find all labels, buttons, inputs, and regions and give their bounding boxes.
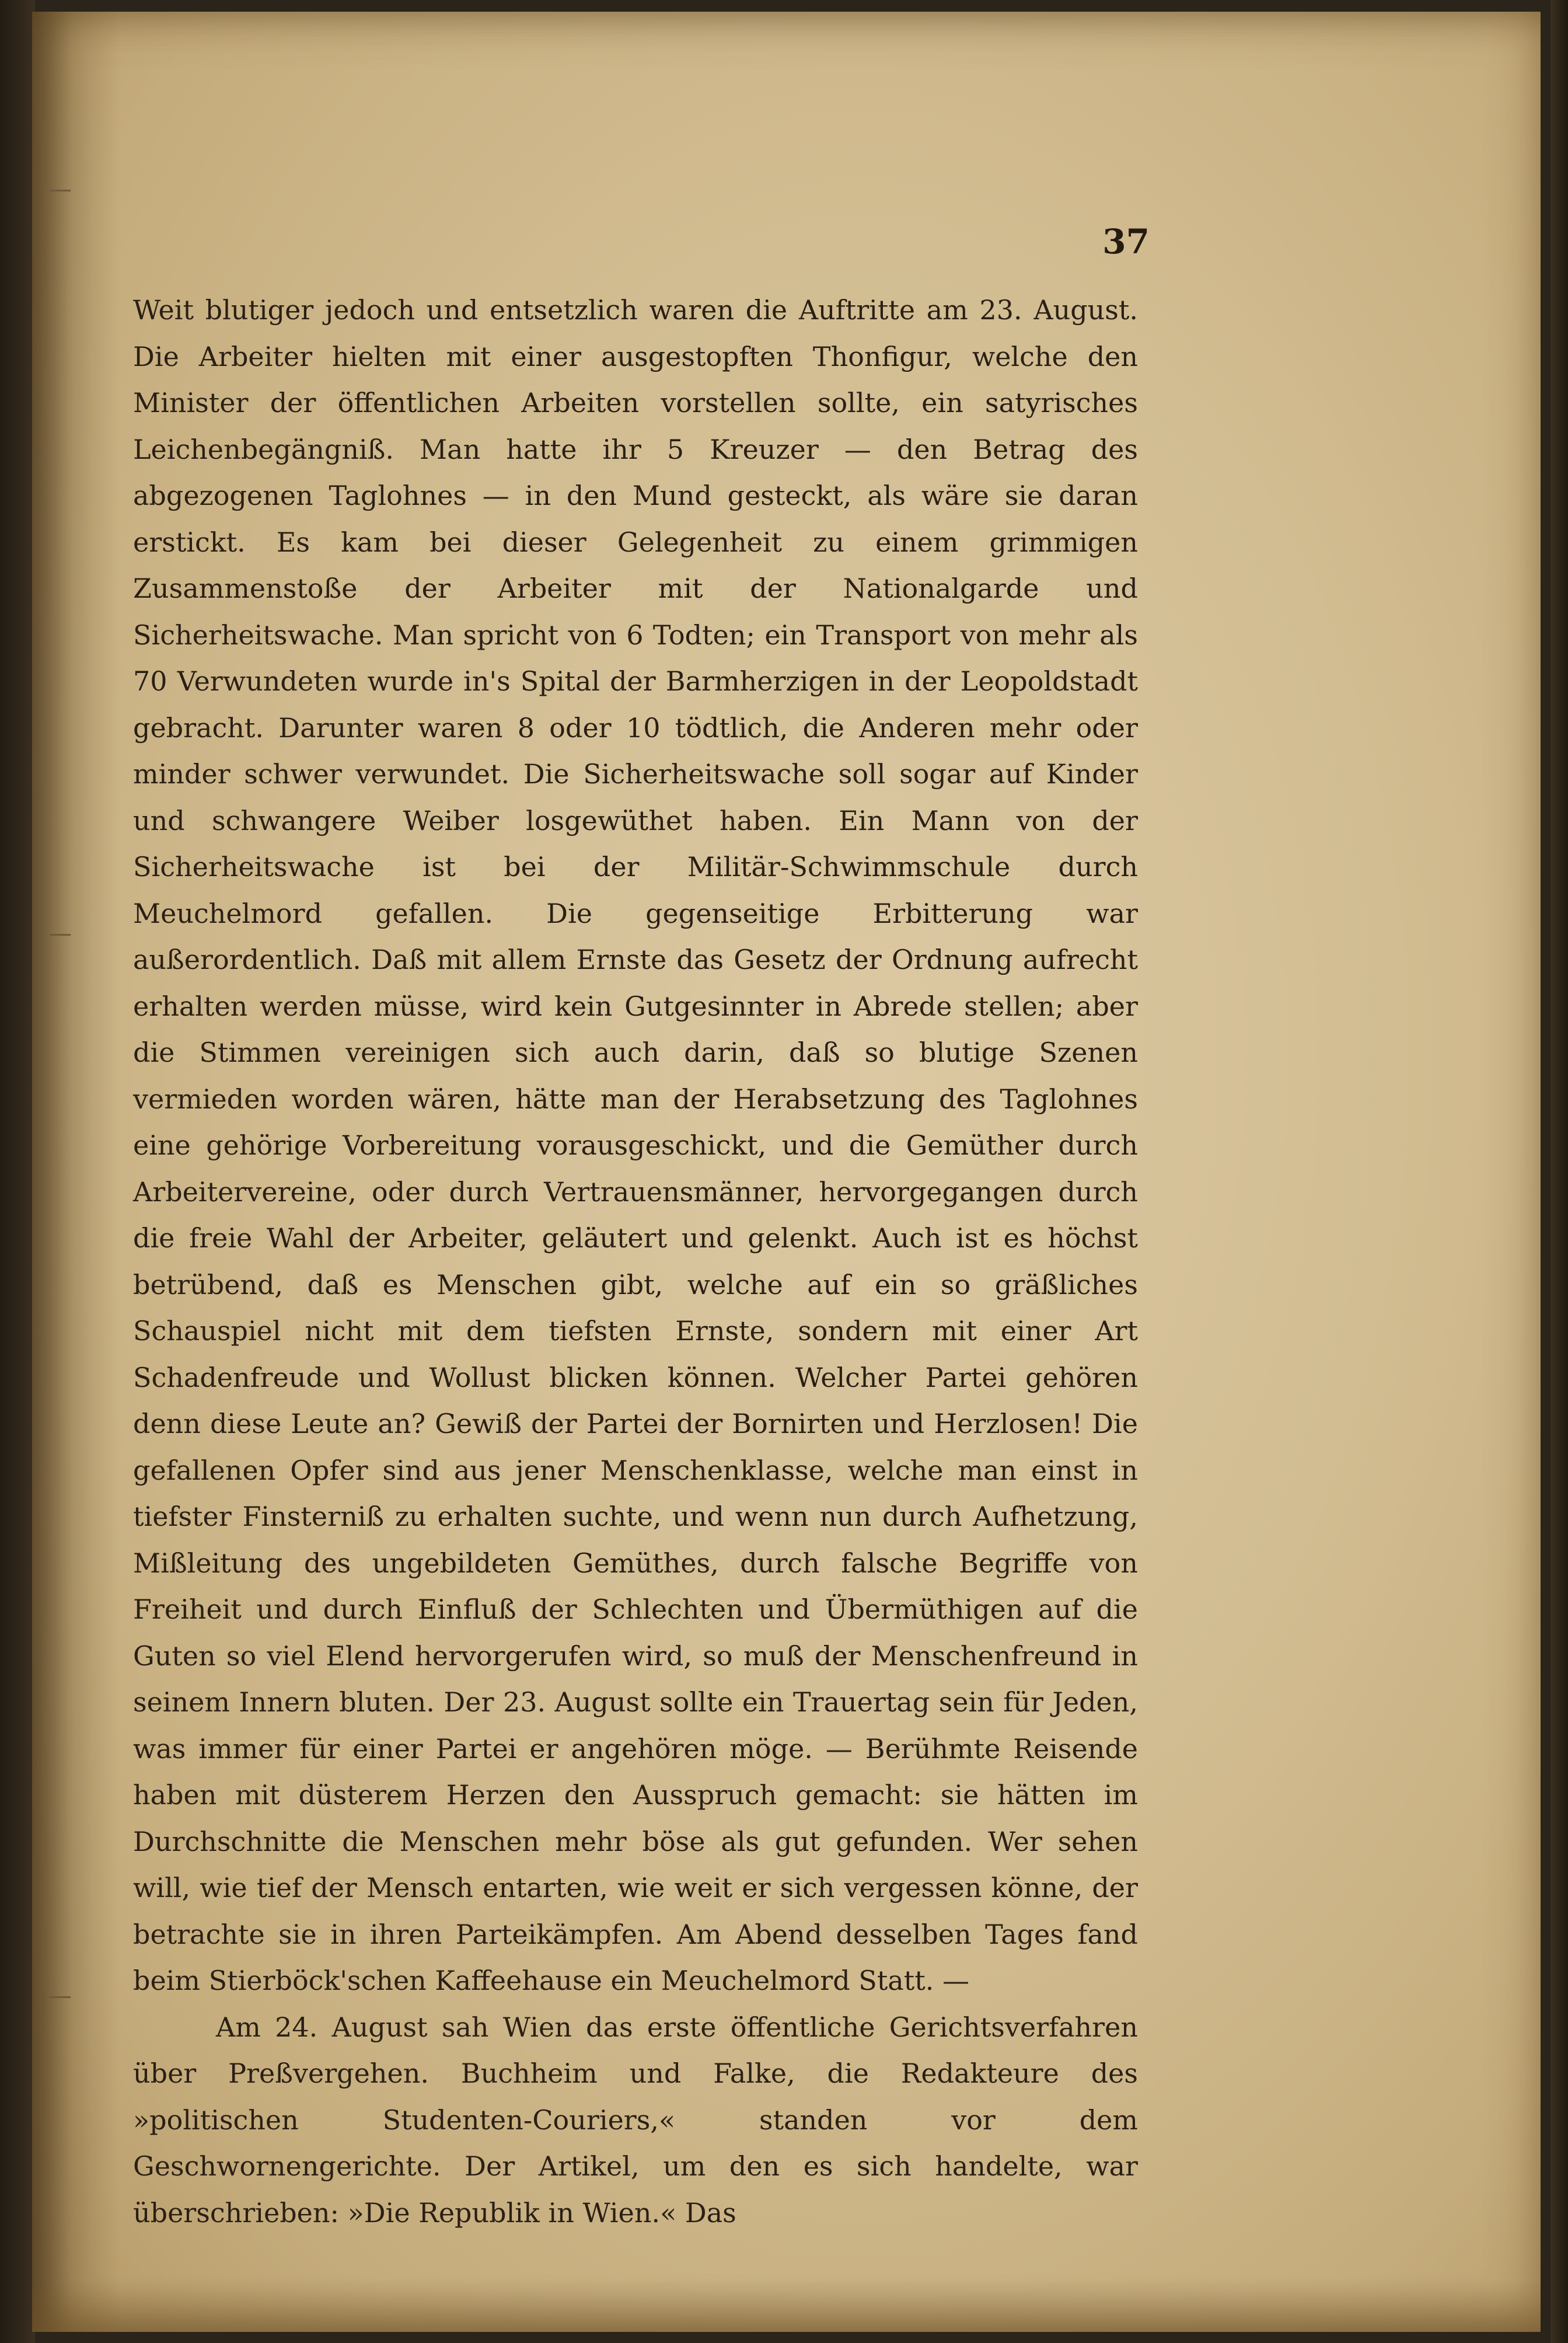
page-number: 37 [1102,222,1150,262]
page-bottom-edge [32,2279,1541,2332]
scan-background-right [1550,0,1568,2343]
scan-background-left [0,0,35,2343]
body-text [133,287,1138,2236]
margin-tick [50,190,71,191]
binding-shadow [32,12,120,2332]
paragraph-2: Am 24. August sah Wien das erste öffentliche Gerichtsverfahren über Preßvergehen. Buchheim und Falke, die Redakteure des »politischen Studenten-Couriers,« standen vor dem Geschwornengerichte. Der Artikel, um den es sich handelte, war überschrieben: »Die Republik in Wien.« Das [133,2011,1138,2229]
margin-tick [50,934,71,936]
margin-tick [50,1996,71,1998]
paragraph-1: Weit blutiger jedoch und entsetzlich waren die Auftritte am 23. August. Die Arbeiter hielten mit einer ausgestopften Thonfigur, welche den Minister der öffentlichen Arbeiten vorstellen sollte, ein satyrisches Leichenbegängniß. Man hatte ihr 5 Kreuzer — den Betrag des abgezogenen Taglohnes — in den Mund gesteckt, als wäre sie daran erstickt. Es kam bei dieser Gelegenheit zu einem grimmigen Zusammenstoße der Arbeiter mit der Nationalgarde und Sicherheitswache. Man spricht von 6 Todten; ein Transport von mehr als 70 Verwundeten wurde in's Spital der Barmherzigen in der Leopoldstadt gebracht. Darunter waren 8 oder 10 tödtlich, die Anderen mehr oder minder schwer verwundet. Die Sicherheitswache soll sogar auf Kinder und schwangere Weiber losgewüthet haben. Ein Mann von der Sicherheitswache ist bei der Militär-Schwimmschule durch Meuchelmord gefallen. Die gegenseitige Erbitterung war außerordentlich. Daß mit allem Ernste das Gesetz der Ordnung aufrecht erhalten werden müsse, wird kein Gutgesinnter in Abrede stellen; aber die Stimmen vereinigen sich auch darin, daß so blutige Szenen vermieden worden wären, hätte man der Herabsetzung des Taglohnes eine gehörige Vorbereitung vorausgeschickt, und die Gemüther durch Arbeitervereine, oder durch Vertrauensmänner, hervorgegangen durch die freie Wahl der Arbeiter, geläutert und gelenkt. Auch ist es höchst betrübend, daß es Menschen gibt, welche auf ein so gräßliches Schauspiel nicht mit dem tiefsten Ernste, sondern mit einer Art Schadenfreude und Wollust blicken können. Welcher Partei gehören denn diese Leute an? Gewiß der Partei der Bornirten und Herzlosen! Die gefallenen Opfer sind aus jener Menschenklasse, welche man einst in tiefster Finsterniß zu erhalten suchte, und wenn nun durch Aufhetzung, Mißleitung des ungebildeten Gemüthes, durch falsche Begriffe von Freiheit und durch Einfluß der Schlechten und Übermüthigen auf die Guten so viel Elend hervorgerufen wird, so muß der Menschenfreund in seinem Innern bluten. Der 23. August sollte ein Trauertag sein für Jeden, was immer für einer Partei er angehören möge. — Berühmte Reisende haben mit düsterem Herzen den Ausspruch gemacht: sie hätten im Durchschnitte die Menschen mehr böse als gut gefunden. Wer sehen will, wie tief der Mensch entarten, wie weit er sich vergessen könne, der betrachte sie in ihren Parteikämpfen. Am Abend desselben Tages fand beim Stierböck'schen Kaffeehause ein Meuchelmord Statt. — [133,294,1138,1996]
